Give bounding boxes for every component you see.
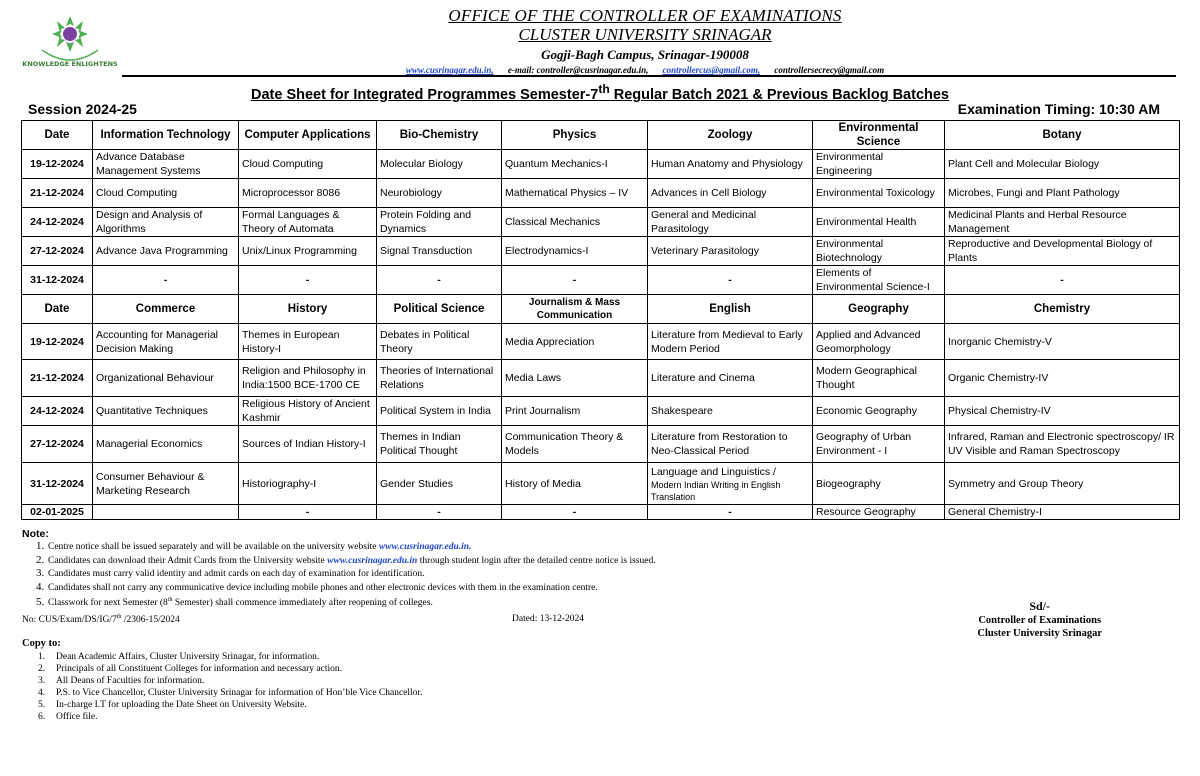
paper-cell: Neurobiology [377, 179, 502, 208]
paper-cell: Literature and Cinema [648, 360, 813, 397]
paper-cell: Reproductive and Developmental Biology of Plants [945, 237, 1180, 266]
paper-cell: Organic Chemistry-IV [945, 360, 1180, 397]
signature-block [977, 600, 1102, 640]
email-controller[interactable]: controller@cusrinagar.edu.in, [536, 65, 649, 75]
table2-row [22, 505, 1180, 520]
note-number: 5. [36, 596, 45, 609]
paper-cell: - [93, 266, 239, 295]
paper-cell: Microprocessor 8086 [239, 179, 377, 208]
table1-header-cell: Botany [945, 121, 1180, 150]
table1-row [22, 237, 1180, 266]
sheet-title: Date Sheet for Integrated Programmes Semester-7th Regular Batch 2021 & Previous Backlog Batches [250, 82, 949, 103]
website-link[interactable]: www.cusrinagar.edu.in [327, 555, 418, 566]
exam-timing: Examination Timing: 10:30 AM [957, 101, 1160, 117]
paper-cell: Geography of Urban Environment - I [813, 426, 945, 463]
paper-cell: - [239, 505, 377, 520]
paper-cell: Medicinal Plants and Herbal Resource Management [945, 208, 1180, 237]
table2-header-row [22, 295, 1180, 324]
english-paper-line1: Language and Linguistics / [651, 465, 776, 478]
copy-to-number: 1. [38, 652, 46, 662]
paper-cell: Molecular Biology [377, 150, 502, 179]
table2-header-cell: Date [22, 295, 93, 324]
paper-cell: Plant Cell and Molecular Biology [945, 150, 1180, 179]
email-secrecy[interactable]: controllersecrecy@gmail.com [774, 65, 885, 75]
paper-cell: Environmental Toxicology [813, 179, 945, 208]
exam-date-cell: 24-12-2024 [22, 208, 93, 237]
table2-row [22, 360, 1180, 397]
table2-row [22, 397, 1180, 426]
paper-cell: Microbes, Fungi and Plant Pathology [945, 179, 1180, 208]
copy-to-number: 5. [38, 700, 46, 710]
paper-cell: Shakespeare [648, 397, 813, 426]
paper-cell: - [945, 266, 1180, 295]
table1-row [22, 266, 1180, 295]
paper-cell: Quantum Mechanics-I [502, 150, 648, 179]
website-link[interactable]: www.cusrinagar.edu.in, [405, 65, 494, 75]
exam-date-cell: 21-12-2024 [22, 179, 93, 208]
paper-cell: Political System in India [377, 397, 502, 426]
paper-cell: Religious History of Ancient Kashmir [239, 397, 377, 426]
exam-date-cell: 02-01-2025 [22, 505, 93, 520]
paper-cell: History of Media [502, 463, 648, 505]
paper-cell: Accounting for Managerial Decision Making [93, 324, 239, 360]
paper-cell [648, 463, 813, 505]
paper-cell: Sources of Indian History-I [239, 426, 377, 463]
copy-to-item [38, 675, 422, 687]
note-item [36, 567, 656, 581]
paper-cell: Environmental Engineering [813, 150, 945, 179]
paper-cell: Theories of International Relations [377, 360, 502, 397]
email-label: e-mail: [507, 65, 535, 75]
exam-date-cell: 27-12-2024 [22, 426, 93, 463]
signatory-title: Controller of Examinations [978, 615, 1102, 626]
paper-cell: - [648, 505, 813, 520]
paper-cell: Cloud Computing [93, 179, 239, 208]
paper-cell: Consumer Behaviour & Marketing Research [93, 463, 239, 505]
table2-header-cell: Geography [813, 295, 945, 324]
paper-cell: Applied and Advanced Geomorphology [813, 324, 945, 360]
copy-to-text: Principals of all Constituent Colleges for information and necessary action. [56, 664, 342, 674]
paper-cell [93, 505, 239, 520]
paper-cell: Themes in European History-I [239, 324, 377, 360]
paper-cell: - [502, 505, 648, 520]
exam-date-cell: 19-12-2024 [22, 150, 93, 179]
paper-cell: Themes in Indian Political Thought [377, 426, 502, 463]
exam-date-cell: 19-12-2024 [22, 324, 93, 360]
letterhead [300, 6, 990, 76]
table1-header-cell: Computer Applications [239, 121, 377, 150]
copy-to-number: 2. [38, 664, 46, 674]
copy-to-text: All Deans of Faculties for information. [56, 676, 205, 686]
university-name: CLUSTER UNIVERSITY SRINAGAR [518, 25, 772, 44]
header-divider [122, 75, 1176, 77]
paper-cell: Historiography-I [239, 463, 377, 505]
note-heading: Note: [22, 528, 49, 540]
website-link[interactable]: www.cusrinagar.edu.in. [378, 542, 472, 552]
paper-cell: Gender Studies [377, 463, 502, 505]
paper-cell: Print Journalism [502, 397, 648, 426]
paper-cell: Design and Analysis of Algorithms [93, 208, 239, 237]
date-sheet-table [21, 120, 1180, 520]
exam-date-cell: 27-12-2024 [22, 237, 93, 266]
paper-cell: Economic Geography [813, 397, 945, 426]
paper-cell: Managerial Economics [93, 426, 239, 463]
paper-cell: Advance Java Programming [93, 237, 239, 266]
exam-date-cell: 21-12-2024 [22, 360, 93, 397]
exam-date-cell: 31-12-2024 [22, 463, 93, 505]
paper-cell: Protein Folding and Dynamics [377, 208, 502, 237]
note-text: Candidates must carry valid identity and admit cards on each day of examination for identification. [48, 569, 425, 579]
note-text: Classwork for next Semester (8 [48, 598, 168, 609]
paper-cell: - [377, 505, 502, 520]
table2-header-cell: History [239, 295, 377, 324]
paper-cell: Media Appreciation [502, 324, 648, 360]
paper-cell: Infrared, Raman and Electronic spectroscopy/ IR UV Visible and Raman Spectroscopy [945, 426, 1180, 463]
table2-row [22, 463, 1180, 505]
note-item [36, 594, 656, 610]
copy-to-number: 4. [38, 688, 46, 698]
exam-date-cell: 24-12-2024 [22, 397, 93, 426]
note-text-after: Semester) shall commence immediately after reopening of colleges. [172, 598, 433, 609]
copy-to-text: Office file. [56, 712, 98, 722]
note-number: 2. [36, 553, 45, 566]
paper-cell: Debates in Political Theory [377, 324, 502, 360]
paper-cell: Literature from Medieval to Early Modern Period [648, 324, 813, 360]
copy-to-item [38, 651, 422, 663]
paper-cell: Mathematical Physics – IV [502, 179, 648, 208]
paper-cell: - [648, 266, 813, 295]
paper-cell: Cloud Computing [239, 150, 377, 179]
table2-header-cell: Chemistry [945, 295, 1180, 324]
paper-cell: - [502, 266, 648, 295]
copy-to-text: Dean Academic Affairs, Cluster University Srinagar, for information. [56, 652, 320, 662]
table1-header-cell: Physics [502, 121, 648, 150]
paper-cell: Religion and Philosophy in India:1500 BCE-1700 CE [239, 360, 377, 397]
table1-row [22, 179, 1180, 208]
table2-row [22, 426, 1180, 463]
copy-to-item [38, 711, 422, 723]
signatory-org: Cluster University Srinagar [977, 628, 1102, 639]
paper-cell: Quantitative Techniques [93, 397, 239, 426]
signature-sd: Sd/- [1029, 599, 1051, 613]
table1-header-cell: Information Technology [93, 121, 239, 150]
copy-to-item [38, 663, 422, 675]
copy-to-number: 3. [38, 676, 46, 686]
note-number: 4. [36, 580, 45, 593]
paper-cell: General and Medicinal Parasitology [648, 208, 813, 237]
note-text-after: through student login after the detailed centre notice is issued. [417, 555, 656, 566]
paper-cell: Veterinary Parasitology [648, 237, 813, 266]
paper-cell: Advance Database Management Systems [93, 150, 239, 179]
paper-cell: General Chemistry-I [945, 505, 1180, 520]
copy-to-text: In-charge I.T for uploading the Date Sheet on University Website. [56, 700, 307, 710]
note-item [36, 554, 656, 568]
note-number: 3. [36, 567, 45, 579]
paper-cell: Elements of Environmental Science-I [813, 266, 945, 295]
table1-header-cell: Zoology [648, 121, 813, 150]
paper-cell: Unix/Linux Programming [239, 237, 377, 266]
reference-number: No: CUS/Exam/DS/IG/7th /2306-15/2024 [22, 614, 180, 626]
paper-cell: Signal Transduction [377, 237, 502, 266]
paper-cell: Inorganic Chemistry-V [945, 324, 1180, 360]
exam-date-cell: 31-12-2024 [22, 266, 93, 295]
paper-cell: Resource Geography [813, 505, 945, 520]
session-label: Session 2024-25 [28, 101, 137, 117]
paper-cell: - [239, 266, 377, 295]
note-item [36, 540, 656, 554]
copy-to-list [38, 651, 422, 723]
university-logo [22, 8, 118, 78]
paper-cell: Biogeography [813, 463, 945, 505]
logo-emblem [42, 16, 98, 60]
english-paper-line2: Modern Indian Writing in English Translation [651, 479, 781, 502]
issue-date: Dated: 13-12-2024 [512, 614, 585, 624]
table1-header-cell: Bio-Chemistry [377, 121, 502, 150]
table2-header-cell: English [648, 295, 813, 324]
paper-cell: Environmental Health [813, 208, 945, 237]
note-text: Candidates shall not carry any communicative device including mobile phones and other electronic devices with them in the examination centre. [48, 582, 598, 593]
logo-motto: KNOWLEDGE ENLIGHTENS [22, 60, 118, 68]
table2-header-cell: Commerce [93, 295, 239, 324]
paper-cell: Electrodynamics-I [502, 237, 648, 266]
paper-cell: Communication Theory & Models [502, 426, 648, 463]
paper-cell: Advances in Cell Biology [648, 179, 813, 208]
office-title: OFFICE OF THE CONTROLLER OF EXAMINATIONS [448, 6, 842, 25]
notes-list [36, 540, 656, 610]
copy-to-item [38, 687, 422, 699]
table2-header-cell: Journalism & Mass Communication [502, 295, 648, 324]
paper-cell: Formal Languages & Theory of Automata [239, 208, 377, 237]
paper-cell: - [377, 266, 502, 295]
table1-header-cell: Date [22, 121, 93, 150]
paper-cell: Literature from Restoration to Neo-Classical Period [648, 426, 813, 463]
copy-to-heading: Copy to: [22, 638, 61, 649]
table1-row [22, 208, 1180, 237]
paper-cell: Media Laws [502, 360, 648, 397]
copy-to-item [38, 699, 422, 711]
note-text: Candidates can download their Admit Cards from the University website [48, 555, 328, 566]
note-item [36, 581, 656, 595]
paper-cell: Physical Chemistry-IV [945, 397, 1180, 426]
table1-header-row [22, 121, 1180, 150]
email-gmail[interactable]: controllercus@gmail.com, [662, 65, 761, 75]
paper-cell: Human Anatomy and Physiology [648, 150, 813, 179]
copy-to-text: P.S. to Vice Chancellor, Cluster University Srinagar for information of Hon’ble Vice Chancellor. [56, 688, 423, 698]
note-number: 1. [36, 540, 45, 552]
note-superscript: th [167, 597, 173, 603]
campus-address: Gogji-Bagh Campus, Srinagar-190008 [541, 47, 749, 62]
table1-row [22, 150, 1180, 179]
table1-header-cell: Environmental Science [813, 121, 945, 150]
table2-header-cell: Political Science [377, 295, 502, 324]
paper-cell: Modern Geographical Thought [813, 360, 945, 397]
paper-cell: Symmetry and Group Theory [945, 463, 1180, 505]
copy-to-number: 6. [38, 712, 46, 722]
paper-cell: Environmental Biotechnology [813, 237, 945, 266]
note-text: Centre notice shall be issued separately and will be available on the university website [48, 542, 379, 552]
table2-row [22, 324, 1180, 360]
paper-cell: Classical Mechanics [502, 208, 648, 237]
paper-cell: Organizational Behaviour [93, 360, 239, 397]
